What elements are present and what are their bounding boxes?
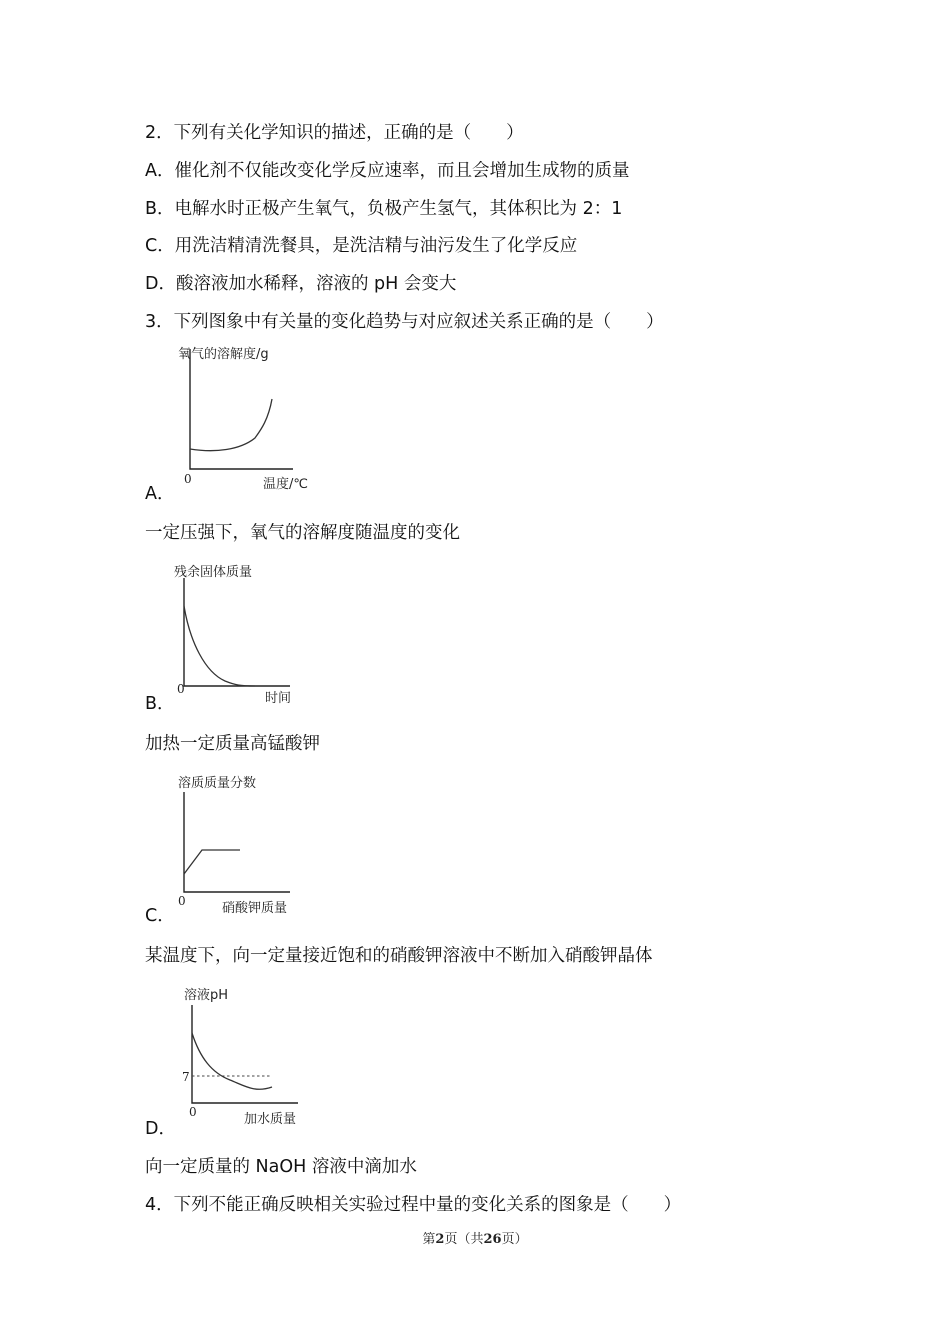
graph-b — [160, 562, 320, 707]
graph-b-axes — [184, 578, 290, 686]
graph-b-ylabel: 残余固体质量 — [174, 565, 253, 580]
graph-c — [160, 772, 320, 917]
graph-a-curve — [190, 399, 272, 451]
graph-d-origin: 0 — [189, 1105, 197, 1119]
graph-d-ytick-7: 7 — [182, 1070, 190, 1084]
q4-stem: 4．下列不能正确反映相关实验过程中量的变化关系的图象是（ ） — [145, 1195, 682, 1215]
graph-b-curve — [184, 606, 255, 686]
footer-mid: 页（共 — [444, 1232, 484, 1247]
graph-d-xlabel: 加水质量 — [244, 1112, 297, 1127]
footer-total-pages: 26 — [483, 1232, 502, 1247]
graph-a — [160, 343, 320, 493]
graph-c-ylabel: 溶质质量分数 — [178, 776, 257, 791]
graph-a-xlabel: 温度/℃ — [263, 477, 308, 492]
q2-option-a: A．催化剂不仅能改变化学反应速率，而且会增加生成物的质量 — [145, 161, 630, 181]
graph-b-origin: 0 — [177, 682, 185, 696]
footer-suffix: 页） — [501, 1232, 528, 1247]
q3-option-b-caption: 加热一定质量高锰酸钾 — [145, 734, 320, 754]
page-footer — [0, 1228, 950, 1247]
q3-option-c-letter: C． — [145, 906, 175, 926]
graph-d-ylabel: 溶液pH — [184, 988, 229, 1003]
graph-b-xlabel: 时间 — [265, 691, 292, 706]
graph-a-origin: 0 — [184, 472, 192, 486]
graph-c-curve — [184, 850, 240, 874]
q3-stem: 3．下列图象中有关量的变化趋势与对应叙述关系正确的是（ ） — [145, 312, 664, 332]
graph-d-curve — [192, 1033, 272, 1089]
graph-c-origin: 0 — [178, 894, 186, 908]
q3-option-b-letter: B． — [145, 694, 175, 714]
q2-option-c: C．用洗洁精清洗餐具，是洗洁精与油污发生了化学反应 — [145, 236, 578, 256]
q2-stem: 2．下列有关化学知识的描述，正确的是（ ） — [145, 123, 524, 143]
footer-page-number: 2 — [435, 1232, 445, 1247]
q2-option-b: B．电解水时正极产生氧气，负极产生氢气，其体积比为 2：1 — [145, 199, 623, 219]
graph-c-xlabel: 硝酸钾质量 — [222, 901, 288, 916]
q3-option-d-letter: D． — [145, 1119, 176, 1139]
graph-a-ylabel: 氧气的溶解度/g — [178, 347, 269, 362]
graph-c-axes — [184, 792, 290, 892]
q3-option-a-caption: 一定压强下，氧气的溶解度随温度的变化 — [145, 523, 460, 543]
graph-d — [160, 983, 320, 1133]
q3-option-c-caption: 某温度下，向一定量接近饱和的硝酸钾溶液中不断加入硝酸钾晶体 — [145, 946, 653, 966]
graph-d-axes — [192, 1005, 298, 1103]
footer-prefix: 第 — [422, 1232, 436, 1247]
q3-option-d-caption: 向一定质量的 NaOH 溶液中滴加水 — [145, 1157, 417, 1177]
q3-option-a-letter: A． — [145, 484, 175, 504]
q2-option-d: D．酸溶液加水稀释，溶液的 pH 会变大 — [145, 274, 457, 294]
